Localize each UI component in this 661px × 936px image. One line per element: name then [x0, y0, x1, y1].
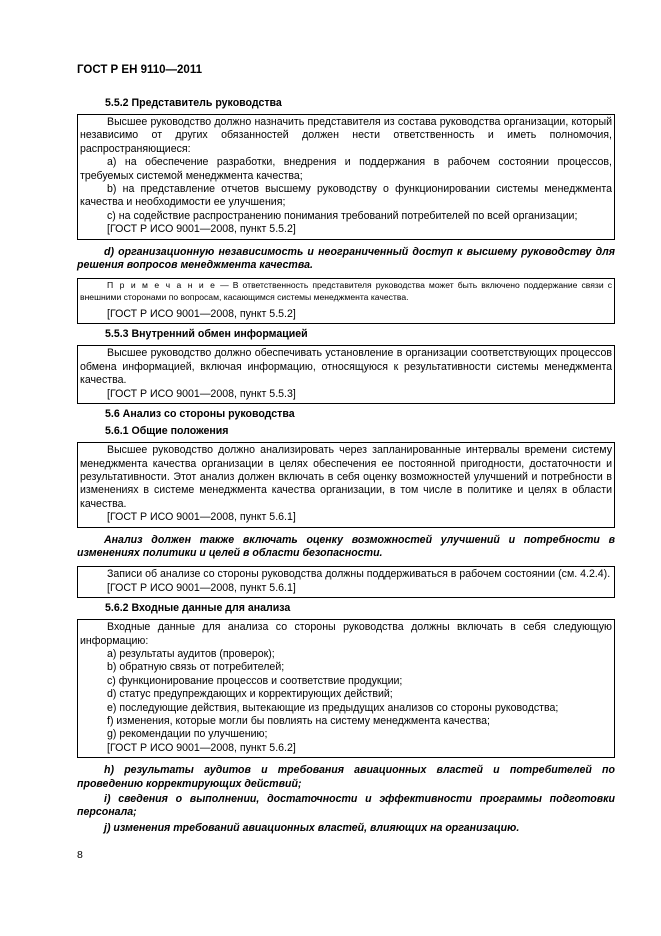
paragraph: Высшее руководство должно обеспечивать установление в организации соответствующих процессов обмена информацией, включая информацию, относящуюся к результативности системы менеджмента качества. — [80, 347, 612, 387]
reference: [ГОСТ Р ИСО 9001—2008, пункт 5.5.3] — [107, 387, 296, 400]
list-item: a) на обеспечение разработки, внедрения и поддержания в рабочем состоянии процессов, требуемых системой менеджмента качества; — [80, 156, 612, 182]
list-item: a) результаты аудитов (проверок); — [107, 647, 275, 660]
addition-text: h) результаты аудитов и требования авиационных властей и потребителей по проведению корректирующих действий; — [77, 764, 615, 790]
list-item: b) на представление отчетов высшему руководству о функционировании системы менеджмента качества и необходимости ее улучшения; — [80, 183, 612, 209]
list-item: e) последующие действия, вытекающие из предыдущих анализов со стороны руководства; — [107, 701, 559, 714]
addition-text: Анализ должен также включать оценку возможностей улучшений и потребности в изменениях политики и целей в области безопасности. — [77, 533, 615, 559]
quoted-requirement-box-5-6-2 — [77, 619, 615, 758]
reference: [ГОСТ Р ИСО 9001—2008, пункт 5.5.2] — [107, 308, 296, 321]
section-heading-5-6-2: 5.6.2 Входные данные для анализа — [105, 602, 291, 615]
section-heading-5-5-2: 5.5.2 Представитель руководства — [105, 97, 282, 109]
list-item: b) обратную связь от потребителей; — [107, 661, 285, 674]
document-body — [77, 97, 615, 835]
reference: [ГОСТ Р ИСО 9001—2008, пункт 5.6.1] — [107, 581, 296, 594]
list-item: d) статус предупреждающих и корректирующих действий; — [107, 688, 393, 701]
paragraph: Высшее руководство должно анализировать через запланированные интервалы времени систему менеджмента качества организации в целях обеспечения ее постоянной пригодности, достаточности и результативности. Этот анализ должен включать в себя оценку возможностей улучшений и потребности в изменениях в системе менеджмента качества организации, в том числе в политике и целях в области качества. — [80, 444, 612, 510]
quoted-records-box — [77, 566, 615, 598]
quoted-requirement-box-5-5-3 — [77, 345, 615, 404]
quoted-requirement-box-5-5-2 — [77, 114, 615, 240]
addition-text: j) изменения требований авиационных властей, влияющих на организацию. — [104, 821, 520, 834]
note-box — [77, 278, 615, 324]
list-item: c) на содействие распространению понимания требований потребителей по всей организации; — [107, 209, 578, 222]
addition-text: i) сведения о выполнении, достаточности и эффективности программы подготовки персонала; — [77, 793, 615, 819]
reference: [ГОСТ Р ИСО 9001—2008, пункт 5.6.2] — [107, 741, 296, 754]
reference: [ГОСТ Р ИСО 9001—2008, пункт 5.6.1] — [107, 511, 296, 524]
section-heading-5-6: 5.6 Анализ со стороны руководства — [105, 408, 295, 421]
reference: [ГОСТ Р ИСО 9001—2008, пункт 5.5.2] — [107, 223, 296, 236]
section-heading-5-6-1: 5.6.1 Общие положения — [105, 425, 229, 438]
paragraph: Записи об анализе со стороны руководства должны поддерживаться в рабочем состоянии (см. 4.2.4). — [107, 568, 611, 581]
document-header: ГОСТ Р ЕН 9110—2011 — [77, 64, 202, 76]
paragraph: Высшее руководство должно назначить представителя из состава руководства организации, который независимо от других обязанностей должен нести ответственность и иметь полномочия, распространяющиеся: — [80, 116, 612, 155]
note-label: П р и м е ч а н и е — [107, 280, 217, 291]
note-text: — В ответственность представителя руководства может быть включено поддержание связи с внешними сторонами по вопросам, касающимся системы менеджмента качества. — [80, 280, 612, 302]
section-heading-5-5-3: 5.5.3 Внутренний обмен информацией — [105, 328, 308, 341]
note — [80, 280, 612, 303]
addition-text: d) организационную независимость и неограниченный доступ к высшему руководству для решения вопросов менеджмента качества. — [77, 245, 615, 272]
page-number: 8 — [77, 849, 83, 861]
list-item: c) функционирование процессов и соответствие продукции; — [107, 674, 403, 687]
list-item: f) изменения, которые могли бы повлиять на систему менеджмента качества; — [107, 715, 490, 727]
paragraph: Входные данные для анализа со стороны руководства должны включать в себя следующую информацию: — [80, 621, 612, 647]
list-item: g) рекомендации по улучшению; — [107, 728, 268, 741]
quoted-requirement-box-5-6-1 — [77, 442, 615, 527]
